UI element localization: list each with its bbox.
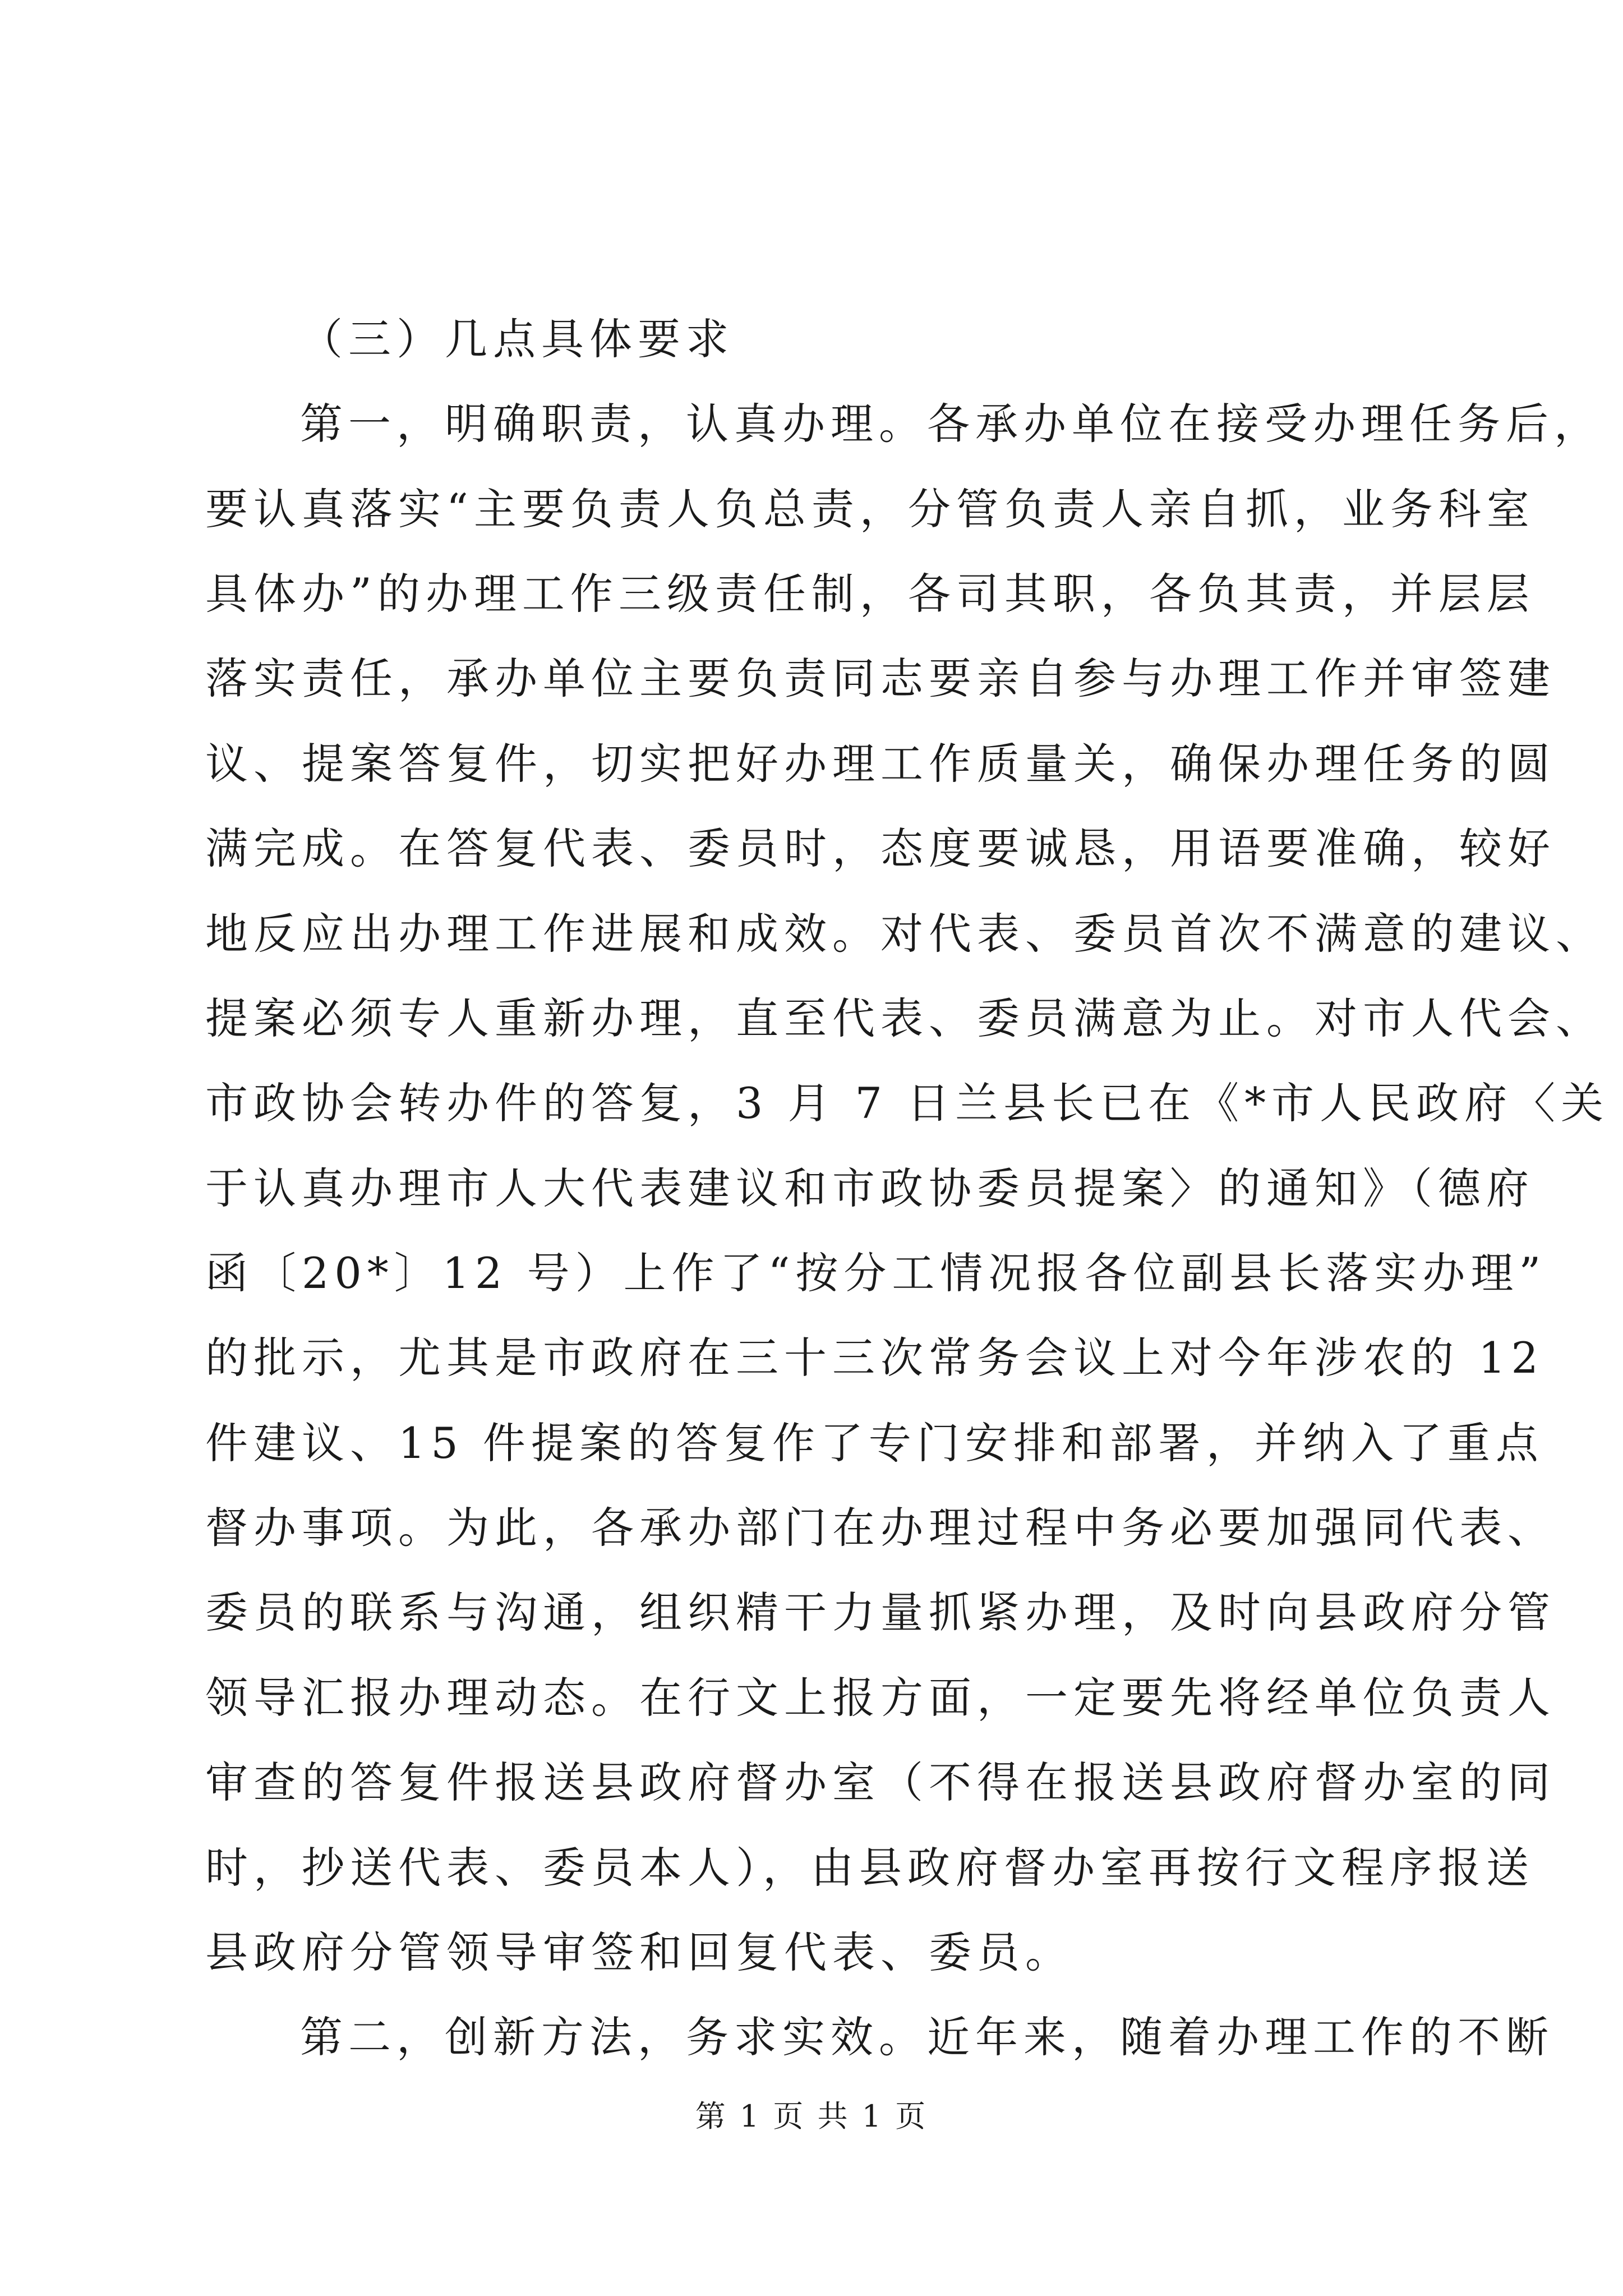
section-heading: （三）几点具体要求: [300, 314, 734, 364]
paragraph-line: 审查的答复件报送县政府督办室（不得在报送县政府督办室的同: [205, 1757, 1556, 1807]
paragraph-line: 于认真办理市人大代表建议和市政协委员提案〉的通知》（德府: [205, 1163, 1534, 1213]
paragraph-line: 函〔20*〕12 号）上作了“按分工情况报各位副县长落实办理”: [205, 1248, 1547, 1298]
paragraph-line: 具体办”的办理工作三级责任制，各司其职，各负其责，并层层: [205, 569, 1535, 619]
paragraph-line: 委员的联系与沟通，组织精干力量抓紧办理，及时向县政府分管: [205, 1588, 1556, 1637]
paragraph-line: 的批示，尤其是市政府在三十三次常务会议上对今年涉农的 12: [205, 1333, 1544, 1383]
paragraph-line: 督办事项。为此，各承办部门在办理过程中务必要加强同代表、: [205, 1503, 1556, 1553]
paragraph-line: 满完成。在答复代表、委员时，态度要诚恳，用语要准确，较好: [205, 823, 1556, 873]
paragraph-line: 第二，创新方法，务求实效。近年来，随着办理工作的不断: [300, 2012, 1554, 2062]
paragraph-line: 县政府分管领导审签和回复代表、委员。: [205, 1927, 1073, 1977]
page-number-footer: 第 1 页 共 1 页: [695, 2099, 928, 2134]
paragraph-line: 地反应出办理工作进展和成效。对代表、委员首次不满意的建议、: [205, 909, 1604, 959]
paragraph-line: 第一，明确职责，认真办理。各承办单位在接受办理任务后，: [300, 399, 1602, 449]
paragraph-line: 要认真落实“主要负责人负总责，分管负责人亲自抓，业务科室: [205, 484, 1535, 534]
paragraph-line: 议、提案答复件，切实把好办理工作质量关，确保办理任务的圆: [205, 739, 1556, 789]
paragraph-line: 提案必须专人重新办理，直至代表、委员满意为止。对市人代会、: [205, 993, 1604, 1043]
paragraph-line: 市政协会转办件的答复，3 月 7 日兰县长已在《*市人民政府〈关: [205, 1078, 1610, 1128]
paragraph-line: 时，抄送代表、委员本人），由县政府督办室再按行文程序报送: [205, 1843, 1534, 1893]
paragraph-line: 落实责任，承办单位主要负责同志要亲自参与办理工作并审签建: [205, 654, 1556, 703]
paragraph-line: 件建议、15 件提案的答复作了专门安排和部署，并纳入了重点: [205, 1418, 1544, 1468]
paragraph-line: 领导汇报办理动态。在行文上报方面，一定要先将经单位负责人: [205, 1673, 1556, 1723]
